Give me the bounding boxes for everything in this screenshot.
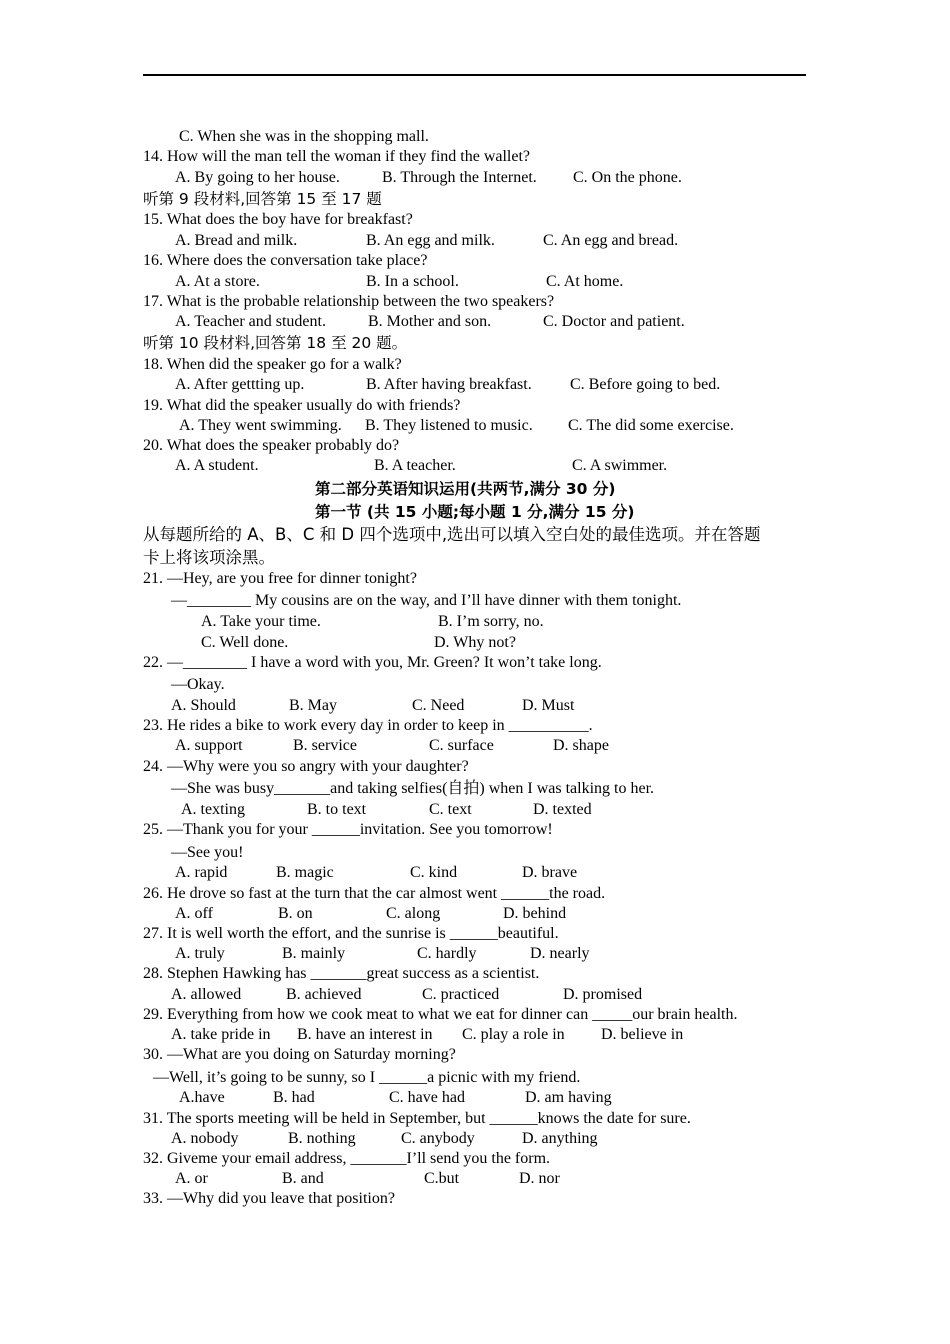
q15-option-a: A. Bread and milk.	[175, 232, 298, 249]
q17-option-c: C. Doctor and patient.	[543, 313, 685, 330]
q27-option-c: C. hardly	[417, 945, 477, 962]
question-22: 22. —________ I have a word with you, Mr. Green? It won’t take long.	[143, 654, 602, 671]
q22-option-a: A. Should	[171, 697, 236, 714]
q31-option-a: A. nobody	[171, 1130, 239, 1147]
q16-option-c: C. At home.	[546, 273, 624, 290]
q31-option-d: D. anything	[522, 1130, 598, 1147]
question-33: 33. —Why did you leave that position?	[143, 1190, 395, 1207]
q28-option-b: B. achieved	[286, 986, 362, 1003]
q26-option-c: C. along	[386, 905, 441, 922]
q18-option-a: A. After gettting up.	[175, 376, 305, 393]
q30-option-c: C. have had	[389, 1089, 465, 1106]
q21-option-b: B. I’m sorry, no.	[438, 613, 544, 630]
question-14: 14. How will the man tell the woman if they find the wallet?	[143, 148, 531, 165]
question-23: 23. He rides a bike to work every day in order to keep in __________.	[143, 717, 593, 734]
q16-option-b: B. In a school.	[366, 273, 459, 290]
q28-option-c: C. practiced	[422, 986, 500, 1003]
q31-option-b: B. nothing	[288, 1130, 356, 1147]
q27-option-b: B. mainly	[282, 945, 346, 962]
section-one-heading: 第一节 (共 15 小题;每小题 1 分,满分 15 分)	[315, 503, 635, 521]
q32-option-a: A. or	[175, 1170, 208, 1187]
q15-option-b: B. An egg and milk.	[366, 232, 495, 249]
question-25: 25. —Thank you for your ______invitation. See you tomorrow!	[143, 821, 553, 838]
header-rule	[143, 74, 806, 76]
q24-response: —She was busy_______and taking selfies(自拍) when I was talking to her.	[171, 780, 655, 797]
q19-option-a: A. They went swimming.	[179, 417, 342, 434]
q24-option-c: C. text	[429, 801, 472, 818]
q25-option-a: A. rapid	[175, 864, 228, 881]
part-two-heading: 第二部分英语知识运用(共两节,满分 30 分)	[315, 480, 616, 498]
q13-option-c: C. When she was in the shopping mall.	[179, 128, 429, 145]
question-32: 32. Giveme your email address, _______I’ll send you the form.	[143, 1150, 551, 1167]
q19-option-c: C. The did some exercise.	[568, 417, 734, 434]
q25-option-c: C. kind	[410, 864, 458, 881]
instructions-line-1: 从每题所给的 A、B、C 和 D 四个选项中,选出可以填入空白处的最佳选项。并在答题	[143, 525, 761, 544]
question-18: 18. When did the speaker go for a walk?	[143, 356, 402, 373]
section-heading-10: 听第 10 段材料,回答第 18 至 20 题。	[143, 334, 408, 352]
q21-option-a: A. Take your time.	[201, 613, 321, 630]
q24-option-d: D. texted	[533, 801, 592, 818]
q26-option-d: D. behind	[503, 905, 567, 922]
q23-option-b: B. service	[293, 737, 357, 754]
q32-option-d: D. nor	[519, 1170, 560, 1187]
q31-option-c: C. anybody	[401, 1130, 475, 1147]
q30-option-b: B. had	[273, 1089, 315, 1106]
q23-option-d: D. shape	[553, 737, 609, 754]
q23-option-c: C. surface	[429, 737, 494, 754]
q25-option-d: D. brave	[522, 864, 578, 881]
question-27: 27. It is well worth the effort, and the sunrise is ______beautiful.	[143, 925, 559, 942]
q25-response: —See you!	[171, 844, 244, 861]
q24-option-a: A. texting	[181, 801, 245, 818]
q29-option-c: C. play a role in	[462, 1026, 565, 1043]
q20-option-c: C. A swimmer.	[572, 457, 668, 474]
q20-option-a: A. A student.	[175, 457, 259, 474]
q18-option-b: B. After having breakfast.	[366, 376, 532, 393]
question-28: 28. Stephen Hawking has _______great success as a scientist.	[143, 965, 540, 982]
q25-option-b: B. magic	[276, 864, 334, 881]
q26-option-a: A. off	[175, 905, 213, 922]
question-21: 21. —Hey, are you free for dinner tonight?	[143, 570, 417, 587]
question-15: 15. What does the boy have for breakfast?	[143, 211, 413, 228]
q21-option-c: C. Well done.	[201, 634, 289, 651]
q27-option-d: D. nearly	[530, 945, 590, 962]
q16-option-a: A. At a store.	[175, 273, 260, 290]
q19-option-b: B. They listened to music.	[365, 417, 533, 434]
q23-option-a: A. support	[175, 737, 243, 754]
q29-option-a: A. take pride in	[171, 1026, 271, 1043]
question-30: 30. —What are you doing on Saturday morning?	[143, 1046, 456, 1063]
q26-option-b: B. on	[278, 905, 313, 922]
q27-option-a: A. truly	[175, 945, 225, 962]
q22-option-b: B. May	[289, 697, 337, 714]
q22-option-c: C. Need	[412, 697, 465, 714]
q24-option-b: B. to text	[307, 801, 367, 818]
q30-option-d: D. am having	[525, 1089, 612, 1106]
q21-option-d: D. Why not?	[434, 634, 516, 651]
q28-option-d: D. promised	[563, 986, 643, 1003]
q22-option-d: D. Must	[522, 697, 575, 714]
q28-option-a: A. allowed	[171, 986, 242, 1003]
q32-option-b: B. and	[282, 1170, 324, 1187]
question-17: 17. What is the probable relationship between the two speakers?	[143, 293, 555, 310]
q29-option-d: D. believe in	[601, 1026, 684, 1043]
question-20: 20. What does the speaker probably do?	[143, 437, 400, 454]
instructions-line-2: 卡上将该项涂黑。	[143, 548, 275, 567]
q17-option-a: A. Teacher and student.	[175, 313, 326, 330]
q15-option-c: C. An egg and bread.	[543, 232, 679, 249]
question-24: 24. —Why were you so angry with your daughter?	[143, 758, 469, 775]
q18-option-c: C. Before going to bed.	[570, 376, 721, 393]
q22-response: —Okay.	[171, 676, 225, 693]
q14-option-b: B. Through the Internet.	[382, 169, 537, 186]
q30-response: —Well, it’s going to be sunny, so I ______a picnic with my friend.	[153, 1069, 581, 1086]
section-heading-9: 听第 9 段材料,回答第 15 至 17 题	[143, 190, 382, 208]
question-26: 26. He drove so fast at the turn that the car almost went ______the road.	[143, 885, 606, 902]
question-16: 16. Where does the conversation take place?	[143, 252, 428, 269]
q14-option-a: A. By going to her house.	[175, 169, 340, 186]
question-19: 19. What did the speaker usually do with friends?	[143, 397, 461, 414]
q29-option-b: B. have an interest in	[297, 1026, 433, 1043]
question-31: 31. The sports meeting will be held in September, but ______knows the date for sure.	[143, 1110, 691, 1127]
q32-option-c: C.but	[424, 1170, 460, 1187]
q20-option-b: B. A teacher.	[374, 457, 456, 474]
q14-option-c: C. On the phone.	[573, 169, 682, 186]
q21-response: —________ My cousins are on the way, and I’ll have dinner with them tonight.	[171, 592, 682, 609]
q30-option-a: A.have	[179, 1089, 225, 1106]
question-29: 29. Everything from how we cook meat to what we eat for dinner can _____our brain health.	[143, 1006, 738, 1023]
q17-option-b: B. Mother and son.	[368, 313, 492, 330]
